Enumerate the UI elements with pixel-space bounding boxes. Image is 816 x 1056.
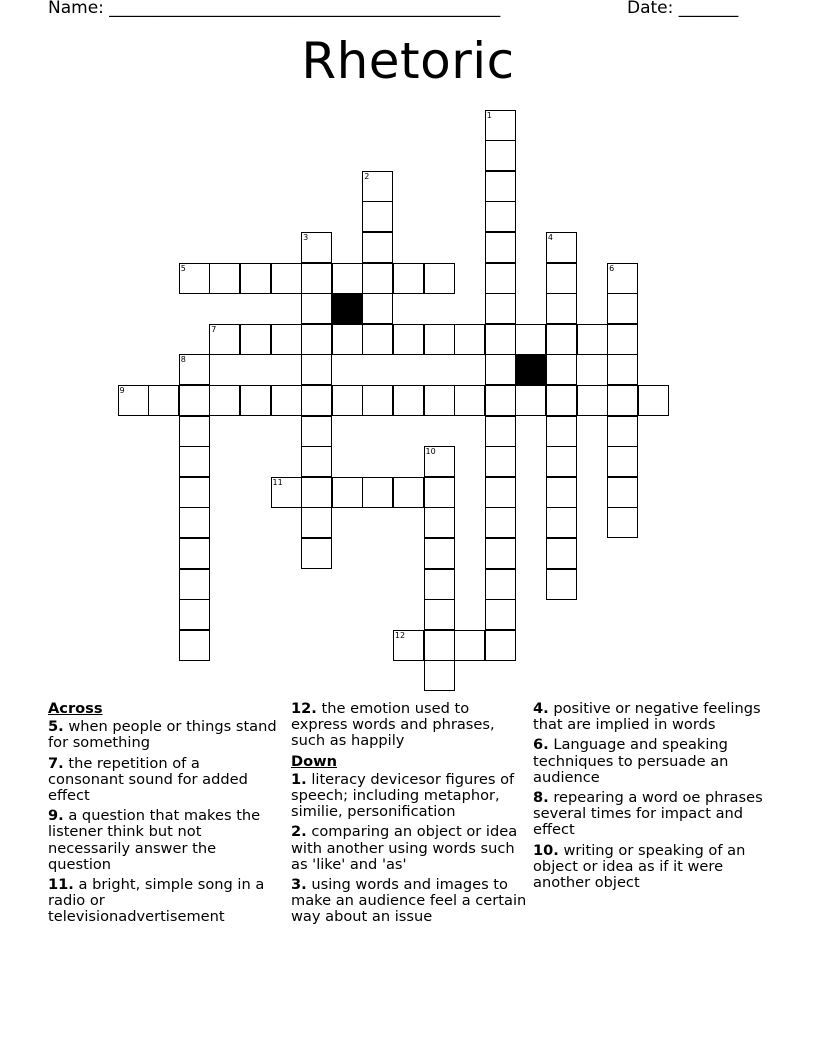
grid-cell[interactable] bbox=[301, 232, 332, 263]
grid-cell[interactable] bbox=[546, 324, 577, 355]
clue-down-3: 3. using words and images to make an audience feel a certain way about an issue bbox=[291, 876, 527, 926]
grid-cell[interactable] bbox=[209, 263, 240, 294]
grid-cell[interactable] bbox=[179, 354, 210, 385]
grid-cell[interactable] bbox=[424, 630, 455, 661]
grid-cell[interactable] bbox=[179, 477, 210, 508]
grid-cell[interactable] bbox=[424, 263, 455, 294]
grid-cell[interactable] bbox=[301, 354, 332, 385]
grid-cell[interactable] bbox=[301, 385, 332, 416]
clue-down-2: 2. comparing an object or idea with another using words such as 'like' and 'as' bbox=[291, 823, 518, 873]
grid-cell[interactable] bbox=[240, 263, 271, 294]
grid-cell[interactable] bbox=[148, 385, 179, 416]
grid-cell[interactable] bbox=[393, 385, 424, 416]
grid-cell[interactable] bbox=[271, 263, 302, 294]
clue-number: 11 bbox=[272, 477, 283, 487]
grid-cell[interactable] bbox=[301, 263, 332, 294]
clue-across-7: 7. the repetition of a consonant sound for added effect bbox=[48, 754, 248, 805]
grid-cell[interactable] bbox=[607, 293, 638, 324]
grid-cell[interactable] bbox=[179, 538, 210, 569]
grid-cell[interactable] bbox=[424, 324, 455, 355]
clue-across-11: 11. a bright, simple song in a radio or televisionadvertisement bbox=[48, 876, 265, 926]
clue-number: 3 bbox=[303, 232, 309, 242]
clue-number: 5 bbox=[180, 263, 186, 273]
grid-cell[interactable] bbox=[240, 324, 271, 355]
grid-cell[interactable] bbox=[485, 354, 516, 385]
grid-cell[interactable] bbox=[332, 324, 363, 355]
grid-cell[interactable] bbox=[485, 385, 516, 416]
grid-cell[interactable] bbox=[179, 263, 210, 294]
grid-cell[interactable] bbox=[362, 385, 393, 416]
grid-cell[interactable] bbox=[546, 507, 577, 538]
grid-cell[interactable] bbox=[362, 171, 393, 202]
grid-cell[interactable] bbox=[118, 385, 149, 416]
grid-cell[interactable] bbox=[546, 416, 577, 447]
clue-down-10: 10. writing or speaking of an object or idea as if it were another object bbox=[533, 841, 746, 892]
grid-cell[interactable] bbox=[301, 477, 332, 508]
grid-cell[interactable] bbox=[301, 293, 332, 324]
clue-number: 8 bbox=[180, 355, 186, 365]
grid-cell[interactable] bbox=[393, 630, 424, 661]
clues-column-1 bbox=[48, 701, 278, 930]
grid-cell[interactable] bbox=[271, 324, 302, 355]
grid-cell[interactable] bbox=[546, 477, 577, 508]
clue-across-9: 9. a question that makes the listener think but not necessarily answer the question bbox=[48, 807, 261, 873]
grid-cell[interactable] bbox=[271, 385, 302, 416]
grid-cell[interactable] bbox=[485, 416, 516, 447]
clue-down-4: 4. positive or negative feelings that are implied in words bbox=[533, 700, 761, 734]
clues-column-3 bbox=[533, 701, 763, 895]
grid-cell[interactable] bbox=[362, 263, 393, 294]
name-field[interactable]: Name: ______________________________________________ bbox=[48, 0, 501, 18]
grid-cell[interactable] bbox=[362, 232, 393, 263]
across-heading: Across bbox=[48, 700, 103, 717]
grid-cell[interactable] bbox=[607, 263, 638, 294]
grid-cell[interactable] bbox=[362, 201, 393, 232]
grid-cell[interactable] bbox=[485, 171, 516, 202]
grid-cell[interactable] bbox=[454, 630, 485, 661]
grid-cell[interactable] bbox=[424, 385, 455, 416]
date-field[interactable]: Date: _______ bbox=[627, 0, 739, 18]
grid-cell[interactable] bbox=[577, 385, 608, 416]
clue-number: 1 bbox=[486, 110, 492, 120]
grid-cell[interactable] bbox=[301, 538, 332, 569]
grid-cell[interactable] bbox=[485, 538, 516, 569]
grid-cell[interactable] bbox=[546, 446, 577, 477]
clue-number: 12 bbox=[394, 630, 406, 640]
grid-cell[interactable] bbox=[209, 385, 240, 416]
grid-cell[interactable] bbox=[485, 293, 516, 324]
grid-cell[interactable] bbox=[301, 324, 332, 355]
grid-cell[interactable] bbox=[546, 232, 577, 263]
clue-down-8: 8. repearing a word oe phrases several times for impact and effect bbox=[533, 789, 763, 839]
grid-cell[interactable] bbox=[301, 416, 332, 447]
grid-cell[interactable] bbox=[424, 446, 455, 477]
grid-cell[interactable] bbox=[485, 140, 516, 171]
grid-cell[interactable] bbox=[485, 569, 516, 600]
grid-cell[interactable] bbox=[271, 477, 302, 508]
grid-cell[interactable] bbox=[240, 385, 271, 416]
grid-cell[interactable] bbox=[607, 324, 638, 355]
down-heading: Down bbox=[291, 752, 338, 770]
grid-cell[interactable] bbox=[179, 385, 210, 416]
grid-cell[interactable] bbox=[485, 599, 516, 630]
grid-cell[interactable] bbox=[485, 263, 516, 294]
grid-cell[interactable] bbox=[485, 201, 516, 232]
grid-cell[interactable] bbox=[362, 293, 393, 324]
clue-number: 4 bbox=[547, 232, 553, 242]
grid-cell[interactable] bbox=[454, 324, 485, 355]
grid-cell[interactable] bbox=[577, 324, 608, 355]
clue-number: 2 bbox=[364, 171, 370, 181]
grid-cell[interactable] bbox=[209, 324, 240, 355]
grid-cell[interactable] bbox=[546, 569, 577, 600]
grid-cell[interactable] bbox=[485, 477, 516, 508]
grid-cell[interactable] bbox=[607, 416, 638, 447]
clue-number: 9 bbox=[119, 385, 125, 395]
grid-cell[interactable] bbox=[301, 446, 332, 477]
grid-cell[interactable] bbox=[179, 507, 210, 538]
grid-cell[interactable] bbox=[424, 660, 455, 691]
page-title: Rhetoric bbox=[301, 32, 515, 90]
grid-cell[interactable] bbox=[179, 446, 210, 477]
clue-number: 7 bbox=[211, 324, 217, 334]
shaded-cell bbox=[332, 293, 363, 324]
grid-cell[interactable] bbox=[454, 385, 485, 416]
grid-cell[interactable] bbox=[332, 477, 363, 508]
clues-column-2 bbox=[291, 701, 527, 930]
grid-cell[interactable] bbox=[607, 477, 638, 508]
grid-cell[interactable] bbox=[393, 477, 424, 508]
grid-cell[interactable] bbox=[179, 630, 210, 661]
grid-cell[interactable] bbox=[546, 385, 577, 416]
grid-cell[interactable] bbox=[485, 507, 516, 538]
grid-cell[interactable] bbox=[546, 293, 577, 324]
grid-cell[interactable] bbox=[515, 324, 546, 355]
grid-cell[interactable] bbox=[546, 538, 577, 569]
grid-cell[interactable] bbox=[515, 385, 546, 416]
grid-cell[interactable] bbox=[638, 385, 669, 416]
grid-cell[interactable] bbox=[362, 477, 393, 508]
clue-across-12: 12. the emotion used to express words and phrases, such as happily bbox=[291, 700, 495, 750]
grid-cell[interactable] bbox=[393, 324, 424, 355]
grid-cell[interactable] bbox=[424, 569, 455, 600]
clue-down-1: 1. literacy devicesor figures of speech; including metaphor, similie, personification bbox=[291, 770, 515, 821]
grid-cell[interactable] bbox=[179, 416, 210, 447]
grid-cell[interactable] bbox=[607, 385, 638, 416]
shaded-cell bbox=[515, 354, 546, 385]
clue-down-6: 6. Language and speaking techniques to persuade an audience bbox=[533, 736, 729, 786]
grid-cell[interactable] bbox=[332, 385, 363, 416]
grid-cell[interactable] bbox=[546, 354, 577, 385]
grid-cell[interactable] bbox=[301, 507, 332, 538]
grid-cell[interactable] bbox=[607, 446, 638, 477]
grid-cell[interactable] bbox=[362, 324, 393, 355]
grid-cell[interactable] bbox=[607, 354, 638, 385]
grid-cell[interactable] bbox=[179, 569, 210, 600]
grid-cell[interactable] bbox=[485, 446, 516, 477]
grid-cell[interactable] bbox=[424, 477, 455, 508]
clue-across-5: 5. when people or things stand for something bbox=[48, 718, 277, 752]
grid-cell[interactable] bbox=[546, 263, 577, 294]
grid-cell[interactable] bbox=[485, 324, 516, 355]
grid-cell[interactable] bbox=[485, 232, 516, 263]
grid-cell[interactable] bbox=[393, 263, 424, 294]
grid-cell[interactable] bbox=[485, 110, 516, 141]
grid-cell[interactable] bbox=[485, 630, 516, 661]
grid-cell[interactable] bbox=[607, 507, 638, 538]
clue-number: 10 bbox=[425, 447, 436, 457]
grid-cell[interactable] bbox=[424, 599, 455, 630]
grid-cell[interactable] bbox=[424, 507, 455, 538]
grid-cell[interactable] bbox=[332, 263, 363, 294]
grid-cell[interactable] bbox=[424, 538, 455, 569]
grid-cell[interactable] bbox=[179, 599, 210, 630]
clue-number: 6 bbox=[609, 263, 615, 273]
